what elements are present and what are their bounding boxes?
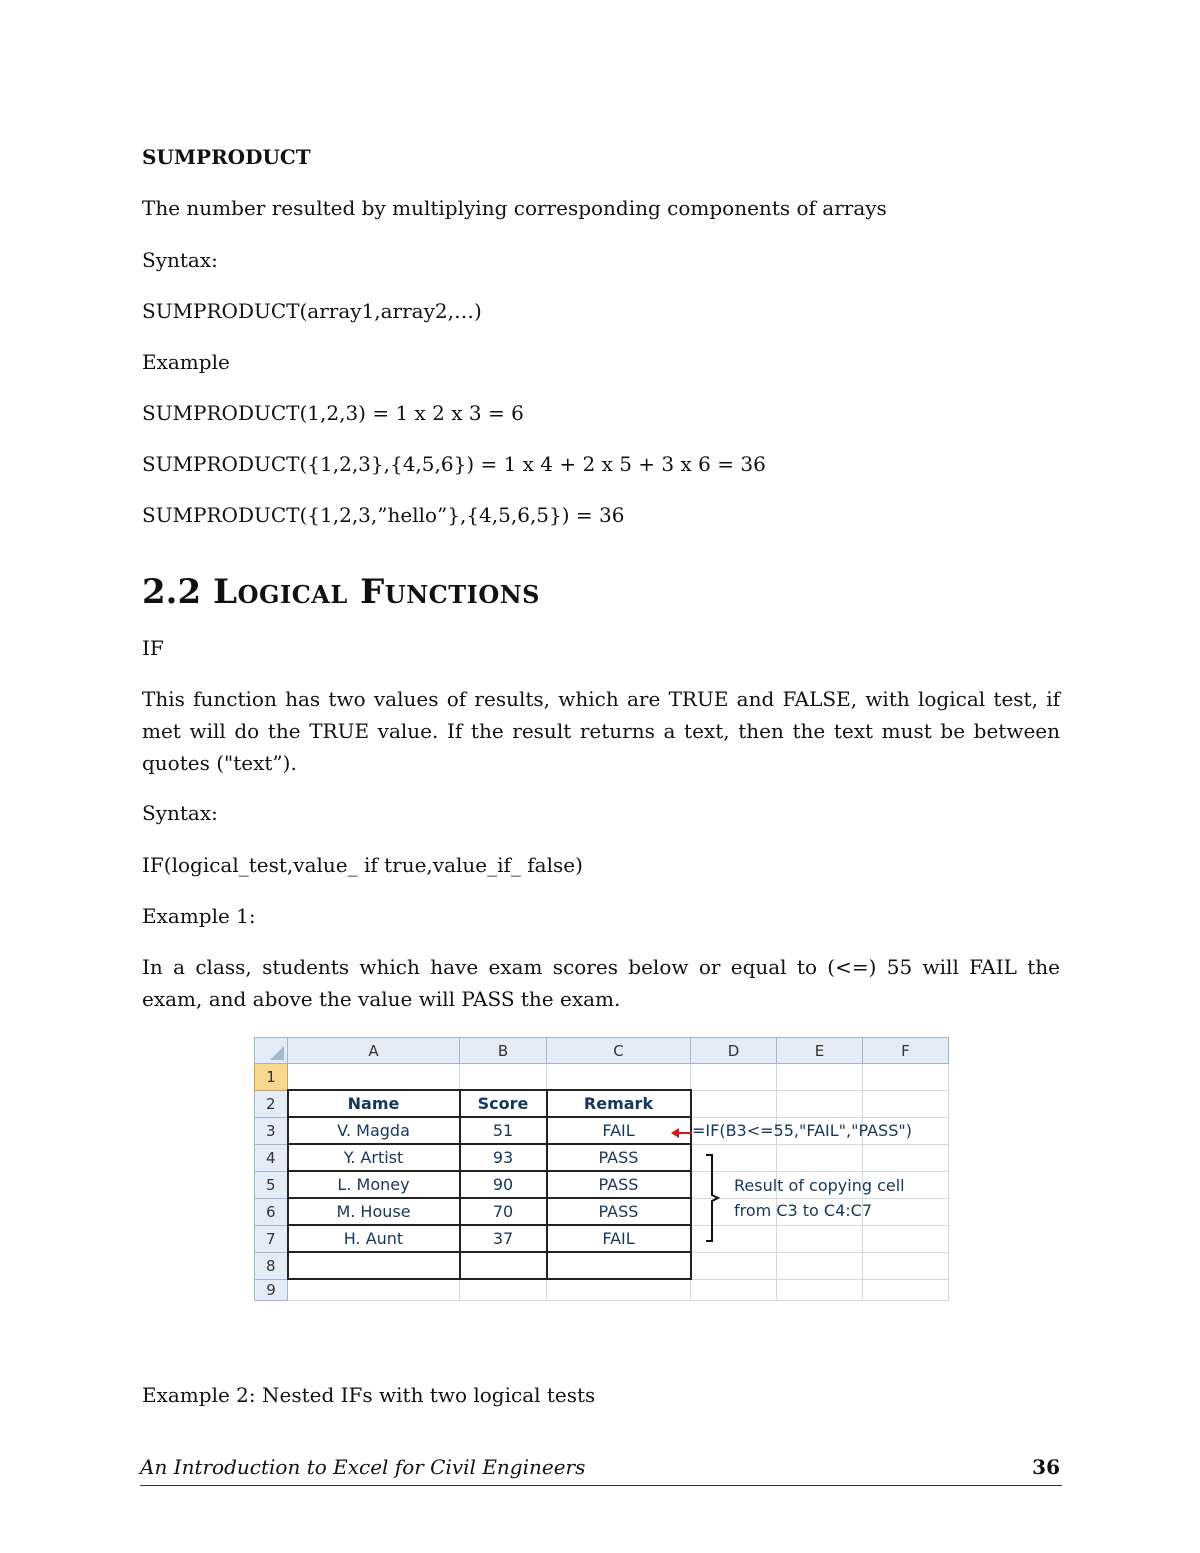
column-header-f[interactable]: F (863, 1038, 949, 1064)
cell[interactable] (460, 1064, 547, 1091)
if-example1-text: In a class, students which have exam scores below or equal to (<=) 55 will FAIL the exam, and above the value will PASS the exam. (142, 955, 1060, 1011)
column-header-a[interactable]: A (288, 1038, 460, 1064)
cell[interactable] (777, 1144, 863, 1171)
sheet-row (255, 1064, 949, 1091)
name-cell[interactable]: V. Magda (288, 1117, 460, 1144)
cell[interactable] (691, 1279, 777, 1301)
cell[interactable] (863, 1252, 949, 1279)
footer-title: An Introduction to Excel for Civil Engineers (140, 1455, 586, 1479)
cell[interactable] (777, 1225, 863, 1252)
result-annotation (734, 1173, 905, 1223)
sumproduct-example-2: SUMPRODUCT({1,2,3},{4,5,6}) = 1 x 4 + 2 x 5 + 3 x 6 = 36 (142, 452, 766, 476)
remark-cell[interactable]: PASS (547, 1171, 691, 1198)
sheet-row (255, 1144, 949, 1171)
column-header-d[interactable]: D (691, 1038, 777, 1064)
row-header-4[interactable]: 4 (255, 1144, 288, 1171)
select-all-corner[interactable] (255, 1038, 288, 1064)
score-cell[interactable]: 90 (460, 1171, 547, 1198)
cell[interactable] (691, 1064, 777, 1091)
sheet-row (255, 1279, 949, 1301)
page-number: 36 (1032, 1455, 1060, 1479)
if-syntax-label: Syntax: (142, 801, 218, 825)
score-cell[interactable]: 70 (460, 1198, 547, 1225)
cell[interactable] (547, 1252, 691, 1279)
cell[interactable] (777, 1279, 863, 1301)
cell[interactable] (460, 1279, 547, 1301)
score-cell[interactable]: 37 (460, 1225, 547, 1252)
header-cell-remark[interactable]: Remark (547, 1090, 691, 1117)
section-heading (142, 572, 540, 612)
cell[interactable] (547, 1064, 691, 1091)
header-cell-name[interactable]: Name (288, 1090, 460, 1117)
cell[interactable] (777, 1064, 863, 1091)
sumproduct-example-1: SUMPRODUCT(1,2,3) = 1 x 2 x 3 = 6 (142, 401, 524, 425)
spreadsheet-screenshot (254, 1037, 950, 1303)
sheet-row (255, 1090, 949, 1117)
row-header-6[interactable]: 6 (255, 1198, 288, 1225)
column-header-c[interactable]: C (547, 1038, 691, 1064)
sumproduct-heading: SUMPRODUCT (142, 145, 311, 169)
name-cell[interactable]: Y. Artist (288, 1144, 460, 1171)
remark-cell[interactable]: PASS (547, 1144, 691, 1171)
row-header-2[interactable]: 2 (255, 1090, 288, 1117)
row-header-3[interactable]: 3 (255, 1117, 288, 1144)
remark-cell[interactable]: FAIL (547, 1225, 691, 1252)
row-header-8[interactable]: 8 (255, 1252, 288, 1279)
column-header-b[interactable]: B (460, 1038, 547, 1064)
sumproduct-example-label: Example (142, 350, 230, 374)
cell[interactable] (863, 1090, 949, 1117)
if-example1-label: Example 1: (142, 904, 256, 928)
name-cell[interactable]: H. Aunt (288, 1225, 460, 1252)
section-number: 2.2 (142, 572, 202, 612)
score-cell[interactable]: 93 (460, 1144, 547, 1171)
section-title: Logical Functions (213, 572, 540, 612)
row-header-7[interactable]: 7 (255, 1225, 288, 1252)
column-header-e[interactable]: E (777, 1038, 863, 1064)
spreadsheet-grid (254, 1037, 949, 1301)
cell[interactable] (863, 1144, 949, 1171)
remark-cell[interactable]: FAIL (547, 1117, 691, 1144)
sheet-row (255, 1225, 949, 1252)
cell[interactable] (288, 1252, 460, 1279)
cell[interactable] (288, 1064, 460, 1091)
name-cell[interactable]: M. House (288, 1198, 460, 1225)
cell[interactable] (691, 1090, 777, 1117)
cell[interactable] (863, 1279, 949, 1301)
row-header-9[interactable]: 9 (255, 1279, 288, 1301)
sheet-row (255, 1252, 949, 1279)
if-heading: IF (142, 636, 164, 660)
cell[interactable] (777, 1252, 863, 1279)
formula-annotation: =IF(B3<=55,"FAIL","PASS") (692, 1121, 912, 1140)
cell[interactable] (863, 1225, 949, 1252)
sumproduct-example-3: SUMPRODUCT({1,2,3,”hello”},{4,5,6,5}) = 36 (142, 503, 625, 527)
arrow-line (678, 1132, 692, 1134)
sumproduct-description: The number resulted by multiplying corresponding components of arrays (142, 196, 887, 220)
row-header-1[interactable]: 1 (255, 1064, 288, 1091)
if-syntax: IF(logical_test,value_ if true,value_if_ false) (142, 853, 583, 877)
row-header-5[interactable]: 5 (255, 1171, 288, 1198)
cell[interactable] (691, 1252, 777, 1279)
header-cell-score[interactable]: Score (460, 1090, 547, 1117)
cell[interactable] (777, 1090, 863, 1117)
result-annotation-line-2: from C3 to C4:C7 (734, 1201, 872, 1220)
name-cell[interactable]: L. Money (288, 1171, 460, 1198)
sumproduct-syntax: SUMPRODUCT(array1,array2,…) (142, 299, 482, 323)
if-description: This function has two values of results, which are TRUE and FALSE, with logical test, if met will do the TRUE value. If the result returns a text, then the text must be between quotes ("text”). (142, 687, 1060, 775)
cell[interactable] (288, 1279, 460, 1301)
right-brace-icon (704, 1153, 724, 1243)
cell[interactable] (547, 1279, 691, 1301)
cell[interactable] (863, 1064, 949, 1091)
score-cell[interactable]: 51 (460, 1117, 547, 1144)
column-header-row (255, 1038, 949, 1064)
sumproduct-syntax-label: Syntax: (142, 248, 218, 272)
if-example2-label: Example 2: Nested IFs with two logical tests (142, 1383, 596, 1407)
remark-cell[interactable]: PASS (547, 1198, 691, 1225)
result-annotation-line-1: Result of copying cell (734, 1176, 905, 1195)
cell[interactable] (460, 1252, 547, 1279)
page-footer (140, 1455, 1062, 1486)
